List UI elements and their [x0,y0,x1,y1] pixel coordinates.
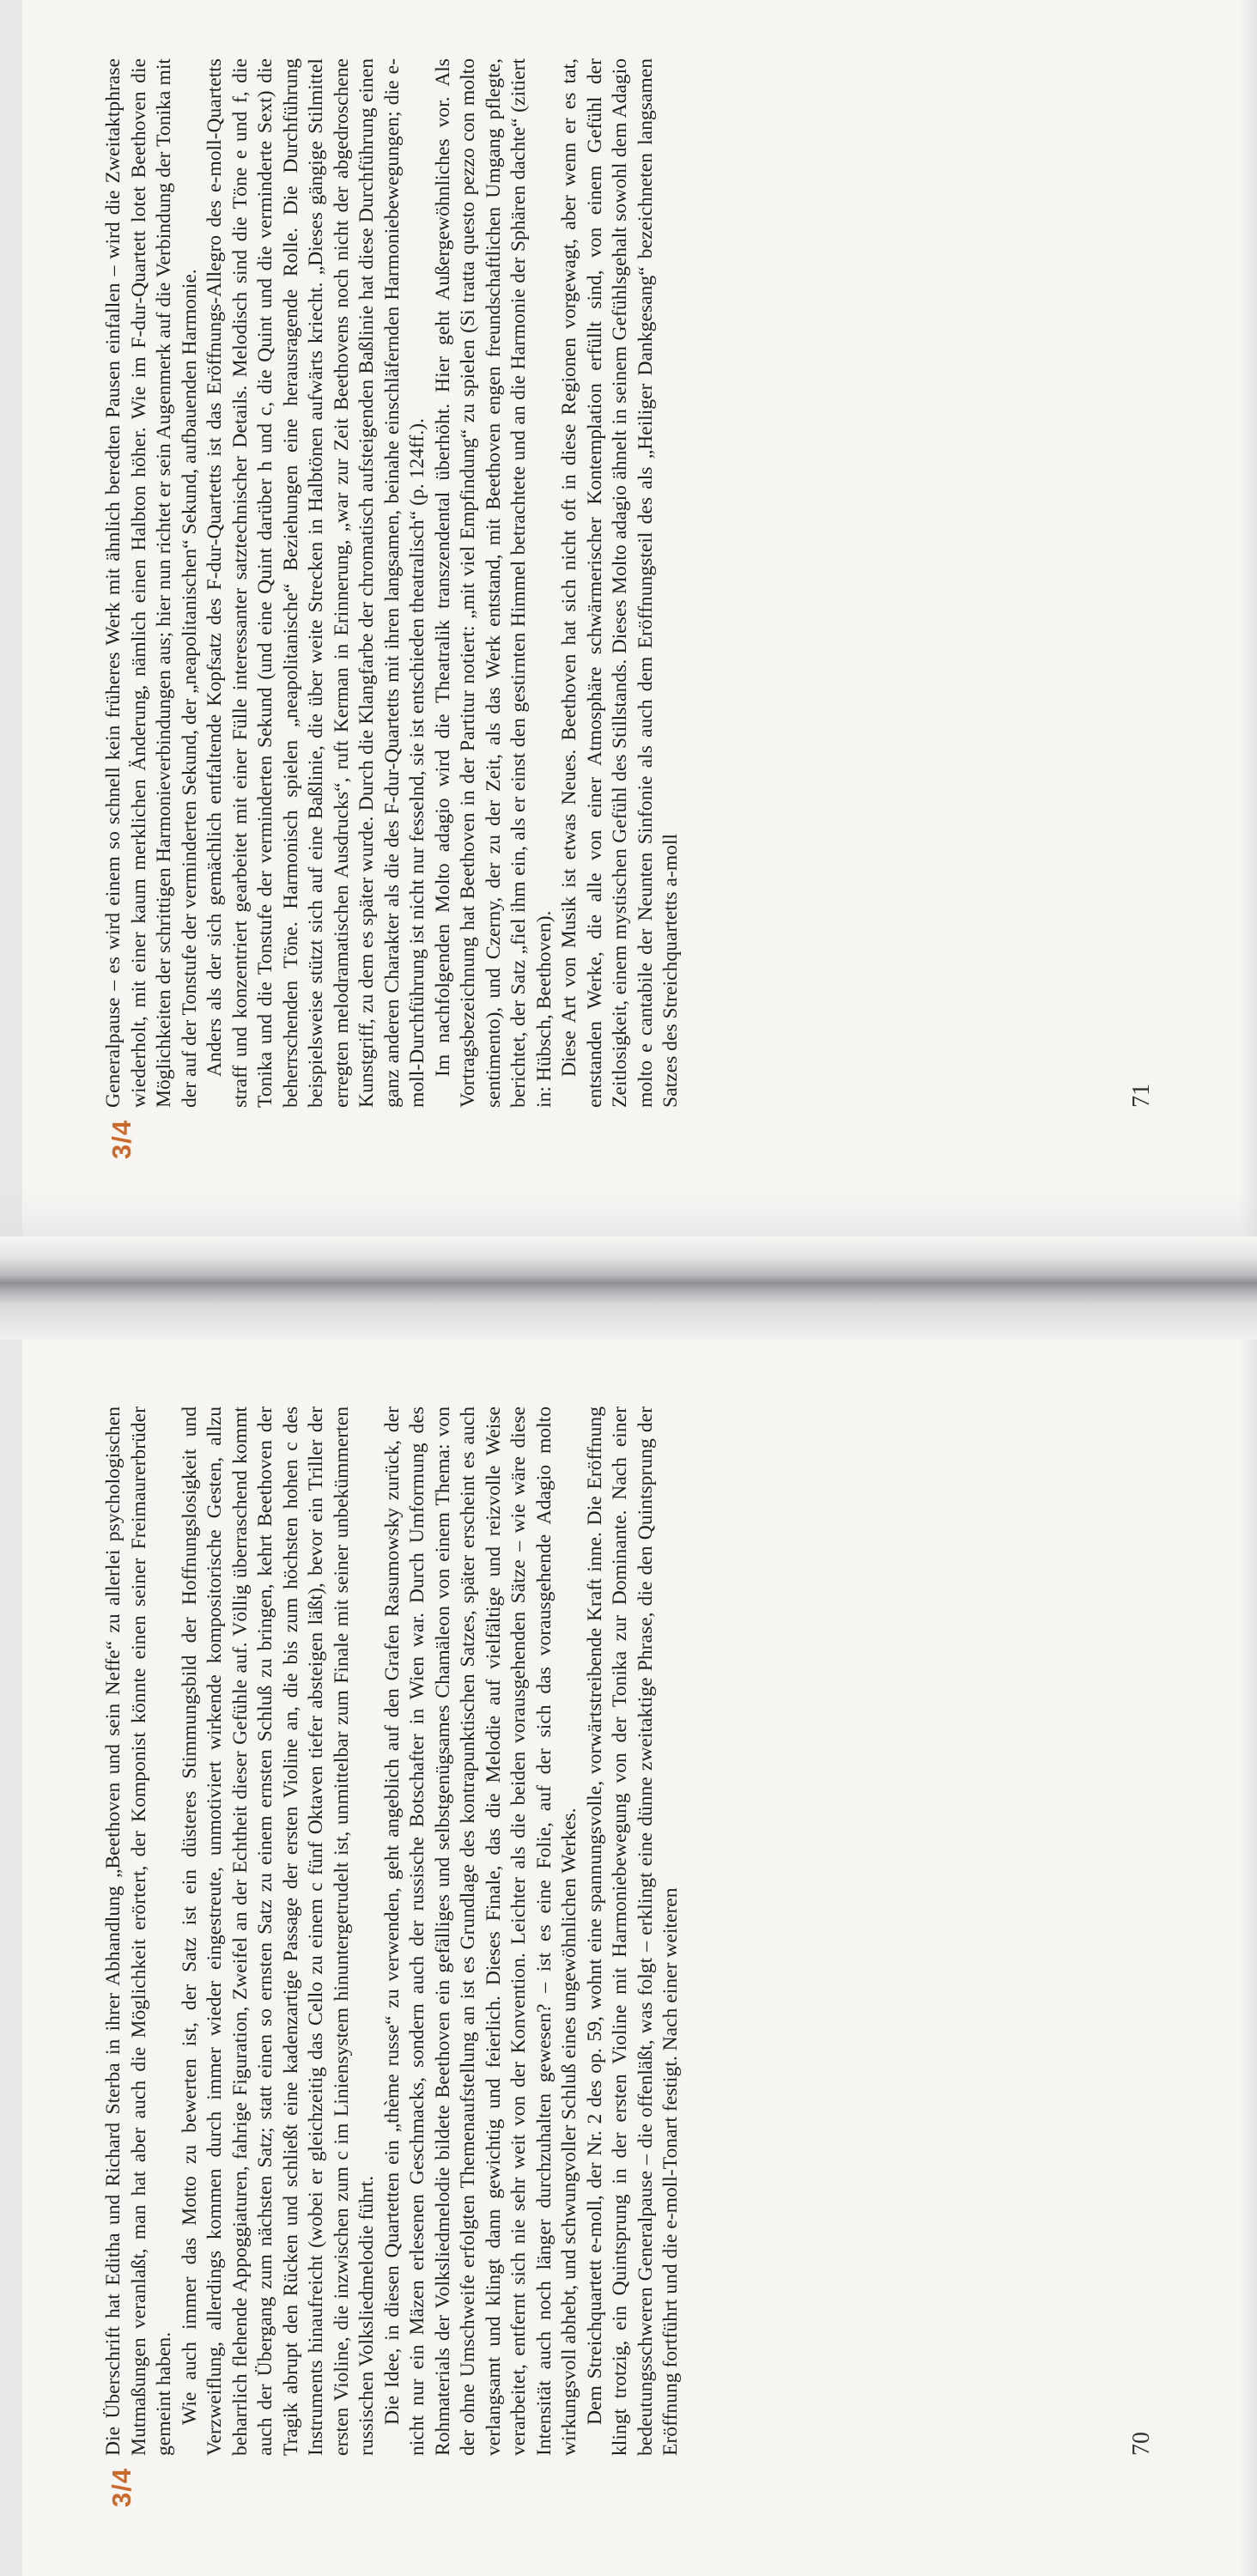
paragraph: Dem Streichquartett e-moll, der Nr. 2 des op. 59, wohnt eine spannungsvolle, vorwärtstreibende Kraft inne. Die Eröffnung klingt trotzig, ein Quintsprung in der ersten Violine mit Harmoniebewegung von der Tonika zur Dominante. Nach einer bedeutungsschweren Generalpause – die offenläßt, was folgt – erklingt eine dünne zweitaktige Phrase, die den Quintsprung der Eröffnung fortführt und die e-moll-Tonart festigt. Nach einer weiteren [583,1406,682,2456]
page-71 [101,7,1218,1157]
paragraph: Diese Art von Musik ist etwas Neues. Beethoven hat sich nicht oft in diese Regionen vorgewagt, aber wenn er es tat, entstanden Werke, die alle von einer Atmosphäre schwärmerischer Kontemplation erfüllt sind, von einem Gefühl der Zeitlosigkeit, einem mystischen Gefühl des Stillstands. Dieses Molto adagio ähnelt in seinem Gefühlsgehalt sowohl dem Adagio molto e cantabile der Neunten Sinfonie als auch dem Eröffnungsteil des als „Heiliger Dankgesang“ bezeichneten langsamen Satzes des Streichquartetts a-moll [558,58,682,1108]
paragraph: Die Überschrift hat Editha und Richard Sterba in ihrer Abhandlung „Beethoven und sein Neffe“ zu allerlei psychologischen Mutmaßungen veranlaßt, man hat aber auch die Möglichkeit erörtert, der Komponist könnte einen seiner Freimaurerbrüder gemeint haben. [102,1406,175,2456]
paragraph: Generalpause – es wird einem so schnell kein früheres Werk mit ähnlich beredten Pausen einfallen – wird die Zweitaktphrase wiederholt, mit einer kaum merklichen Änderung, nämlich einen Halbton höher. Wie im F-dur-Quartett lotet Beethoven die Möglichkeiten der schrittigen Harmonieverbindungen aus; hier nun richtet er sein Augenmerk auf die Verbindung der Tonika mit der auf der Tonstufe der verminderten Sekund, der „neapolitanischen“ Sekund, aufbauenden Harmonie. [102,58,201,1108]
book-gutter [0,1236,1257,1340]
page-70 [101,1355,1218,2506]
chapter-badge: 3/4 [106,2467,137,2507]
paragraph: Wie auch immer das Motto zu bewerten ist, der Satz ist ein düsteres Stimmungsbild der Hoffnungslosigkeit und Verzweiflung, allerdings kommen durch immer wieder eingestreute, unmotiviert wirkende kompositorische Gesten, allzu beharrlich flehende Appoggiaturen, fahrige Figuration, Zweifel an der Echtheit dieser Gefühle auf. Völlig überraschend kommt auch der Übergang zum nächsten Satz; statt einen so ernsten Satz zu einem ernsten Schluß zu bringen, kehrt Beethoven der Tragik abrupt den Rücken und schließt eine kadenzartige Passage der ersten Violine an, die bis zum höchsten hohen c des Instruments hinaufreicht (wobei er gleichzeitig das Cello zu einem c fünf Oktaven tiefer absteigen läßt), bevor ein Triller der ersten Violine, die inzwischen zum c im Liniensystem hinuntergetrudelt ist, unmittelbar zum Finale mit seiner unbekümmerten russischen Volksliedmelodie führt. [178,1406,378,2456]
chapter-badge: 3/4 [106,1119,137,1159]
page-number: 70 [1128,2432,1155,2456]
paragraph: Im nachfolgenden Molto adagio wird die Theatralik transzendental überhöht. Hier geht Außergewöhnliches vor. Als Vortragsbezeichnung hat Beethoven in der Partitur notiert: „mit viel Empfindung“ zu spielen (Si tratta questo pezzo con molto sentimento), und Czerny, der zu der Zeit, als das Werk entstand, mit Beethoven engen freundschaftlichen Umgang pflegte, berichtet, der Satz „fiel ihm ein, als er einst den gestirnten Himmel betrachtete und an die Harmonie der Sphären dachte“ (zitiert in: Hübsch, Beethoven). [431,58,556,1108]
body-text [101,1406,1054,2456]
paragraph: Anders als der sich gemächlich entfaltende Kopfsatz des F-dur-Quartetts ist das Eröffnungs-Allegro des e-moll-Quartetts straff und konzentriert gearbeitet mit einer Fülle interessanter satztechnischer Details. Melodisch sind die Töne e und f, die Tonika und die Tonstufe der verminderten Sekund (und eine Quint darüber h und c, die Quint und die verminderte Sext) die beherrschenden Töne. Harmonisch spielen „neapolitanische“ Beziehungen eine herausragende Rolle. Die Durchführung beispielsweise stützt sich auf eine Baßlinie, die über weite Strecken in Halbtönen aufwärts kriecht. „Dieses gängige Stilmittel erregten melodramatischen Ausdrucks“, ruft Kerman in Erinnerung, „war zur Zeit Beethovens noch nicht der abgedroschene Kunstgriff, zu dem es später wurde. Durch die Klangfarbe der chromatisch aufsteigenden Baßlinie hat diese Durchführung einen ganz anderen Charakter als die des F-dur-Quartetts mit ihren langsamen, beinahe einschläfernden Harmoniebewegungen; die e-moll-Durchführung ist nicht nur fesselnd, sie ist entschieden theatralisch“ (p. 124ff.). [203,58,428,1108]
page-number: 71 [1128,1084,1155,1108]
paragraph: Die Idee, in diesen Quartetten ein „thème russe“ zu verwenden, geht angeblich auf den Grafen Rasumowsky zurück, der nicht nur ein Mäzen erlesenen Geschmacks, sondern auch der russische Botschafter in Wien war. Durch Umformung des Rohmaterials der Volksliedmelodie bildete Beethoven ein gefälliges und selbstgenügsames Chamäleon von einem Thema: von der ohne Umschweife erfolgten Themenaufstellung an ist es Grundlage des kontrapunktischen Satzes, später erscheint es auch verlangsamt und klingt dann gewichtig und feierlich. Dieses Finale, das die Melodie auf vielfältige und reizvolle Weise verarbeitet, entfernt sich nie sehr weit von der Konvention. Leichter als die beiden vorausgehenden Sätze – wie wäre diese Intensität auch noch länger durchzuhalten gewesen? – ist es eine Folie, auf der sich das vorausgehende Adagio molto wirkungsvoll abhebt, und schwungvoller Schluß eines ungewöhnlichen Werkes. [380,1406,580,2456]
body-text [101,58,1054,1108]
